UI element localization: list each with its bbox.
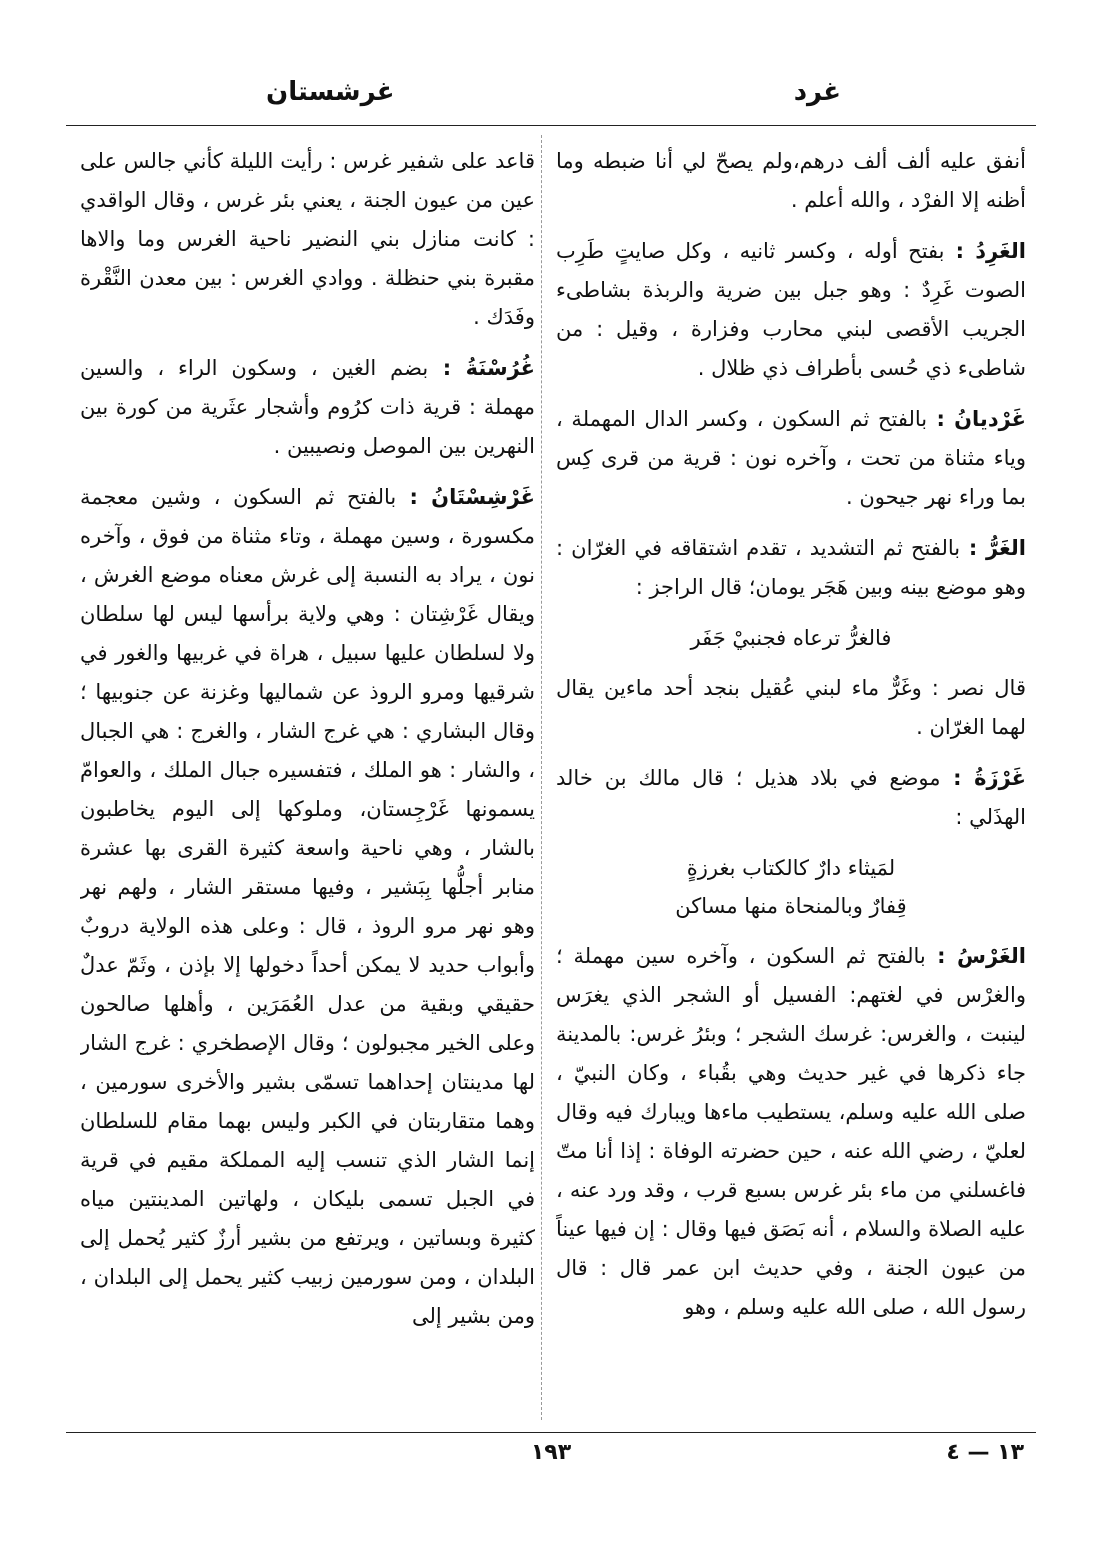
entry-text: قال نصر : وغَرٌّ ماء لبني عُقيل بنجد أحد ماءين يقال لهما الغرّان . <box>556 676 1026 739</box>
entry-al-ghars <box>556 937 1026 1327</box>
entry-al-gharid <box>556 232 1026 388</box>
entry-text: بالفتح ثم التشديد ، تقدم اشتقاقه في الغرّان : وهو موضع بينه وبين هَجَر يومان؛ قال الراجز : <box>556 536 1026 599</box>
right-column <box>556 142 1026 1422</box>
poem-verse-1 <box>556 619 1026 657</box>
entry-text: موضع في بلاد هذيل ؛ قال مالك بن خالد الهذَلي : <box>556 766 1026 829</box>
continued-text: قاعد على شفير غرس : رأيت الليلة كأني جالس على عين من عيون الجنة ، يعني بئر غرس ، وقال الواقدي : كانت منازل بني النضير ناحية الغرس وما والاها مقبرة بني حنظلة . ووادي الغرس : بين معدن النَّقْرة وفَدَك . <box>80 149 535 329</box>
entry-text: بالفتح ثم السكون ، وشين معجمة مكسورة ، وسين مهملة ، وتاء مثناة من فوق ، وآخره نون ، يراد به النسبة إلى غرش معناه موضع الغرش ، ويقال غَرْشِتان : وهي ولاية برأسها ليس لها سلطان ولا لسلطان عليها سبيل ، هراة في غربيها والغور في شرقيها ومرو الروذ عن شماليها وغزنة عن جنوبيها ؛ وقال البشاري : هي غرج الشار ، والغرج : هي الجبال ، والشار : هو الملك ، فتفسيره جبال الملك ، والعوامّ يسمونها غَرْجِستان، وملوكها إلى اليوم يخاطبون بالشار ، وهي ناحية واسعة كثيرة القرى بها عشرة منابر أجلُّها بِبَشير ، وفيها مستقر الشار ، ولهم نهر وهو نهر مرو الروذ ، قال : وعلى هذه الولاية دروبٌ وأبواب حديد لا يمكن أحداً دخولها إلا بإذن ، وثَمّ عدلٌ حقيقي وبقية من عدل العُمَرَين ، وأهلها صالحون وعلى الخير مجبولون ؛ وقال الإصطخري : غرج الشار لها مدينتان إحداهما تسمّى بشير والأخرى سورمين ، وهما متقاربتان في الكبر وليس بهما مقام للسلطان إنما الشار الذي تنسب إليه المملكة مقيم في قرية في الجبل تسمى بليكان ، ولهاتين المدينتين مياه كثيرة وبساتين ، ويرتفع من بشير أرزٌ كثير يُحمل إلى البلدان ، ومن سورمين زبيب كثير يحمل إلى البلدان ، ومن بشير إلى <box>80 485 535 1328</box>
page-footer <box>66 1436 1036 1476</box>
continued-paragraph <box>80 142 535 337</box>
left-running-head: غرشستان <box>266 77 395 107</box>
entry-headword: الغَرُّ : <box>968 536 1026 560</box>
entry-text: بضم الغين ، وسكون الراء ، والسين مهملة : قرية ذات كرُوم وأشجار عثَرية من كورة بين النهرين بين الموصل ونصيبين . <box>80 356 535 458</box>
entry-gharza <box>556 759 1026 837</box>
page-header <box>66 72 1036 124</box>
poem-verse-2 <box>556 849 1026 925</box>
entry-headword: غُرُسْنَةُ : <box>442 356 535 380</box>
header-rule <box>66 125 1036 126</box>
continued-text: أنفق عليه ألف ألف درهم،ولم يصحّ لي أنا ضبطه وما أظنه إلا الفرْد ، والله أعلم . <box>556 149 1026 212</box>
entry-al-gharr <box>556 529 1026 607</box>
entry-headword: غَرْزَةُ : <box>953 766 1026 790</box>
page-number: ١٩٣ <box>530 1440 572 1465</box>
entry-headword: غَرْديانُ : <box>936 407 1026 431</box>
poem-line: قِفارٌ وبالمنحاة منها مساكن <box>675 894 907 918</box>
footer-rule <box>66 1432 1036 1433</box>
signature-mark: ١٣ — ٤ <box>946 1440 1024 1465</box>
entry-headword: الغَرْسُ : <box>937 944 1026 968</box>
right-running-head: غرد <box>793 77 841 107</box>
poem-line: فالغرُّ ترعاه فجنبيْ جَفَر <box>690 626 892 650</box>
left-column <box>80 142 535 1422</box>
entry-headword: الغَرِدُ : <box>955 239 1026 263</box>
continued-paragraph <box>556 142 1026 220</box>
entry-text: بالفتح ثم السكون ، وكسر الدال المهملة ، وياء مثناة من تحت ، وآخره نون : قرية من قرى كِس بما وراء نهر جيحون . <box>556 407 1026 509</box>
entry-headword: غَرْشِسْتَانُ : <box>409 485 535 509</box>
entry-ghardiyan <box>556 400 1026 517</box>
entry-gharshistan <box>80 478 535 1336</box>
entry-text: بالفتح ثم السكون ، وآخره سين مهملة ؛ والغرْس في لغتهم: الفسيل أو الشجر الذي يغرَس لينبت ، والغرس: غرسك الشجر ؛ وبئرُ غرس: بالمدينة جاء ذكرها في غير حديث وهي بقُباء ، وكان النبيّ ، صلى الله عليه وسلم، يستطيب ماءها ويبارك فيه وقال لعليّ ، رضي الله عنه ، حين حضرته الوفاة : إذا أنا متّ فاغسلني من ماء بئر غرس بسبع قرب ، وقد ورد عنه ، عليه الصلاة والسلام ، أنه بَصَق فيها وقال : إن فيها عيناً من عيون الجنة ، وفي حديث ابن عمر قال : قال رسول الله ، صلى الله عليه وسلم ، وهو <box>556 944 1026 1319</box>
entry-text: بفتح أوله ، وكسر ثانيه ، وكل صايتٍ طَرِب الصوت غَرِدٌ : وهو جبل بين ضرية والربذة بشاطىء الجريب الأقصى لبني محارب وفزارة ، وقيل : من شاطىء ذي حُسى بأطراف ذي ظلال . <box>556 239 1026 380</box>
column-divider <box>541 135 542 1420</box>
entry-ghursna <box>80 349 535 466</box>
entry-nasr-note <box>556 669 1026 747</box>
poem-line: لمَيثاء دارٌ كالكتاب بغرزةٍ <box>686 856 896 880</box>
